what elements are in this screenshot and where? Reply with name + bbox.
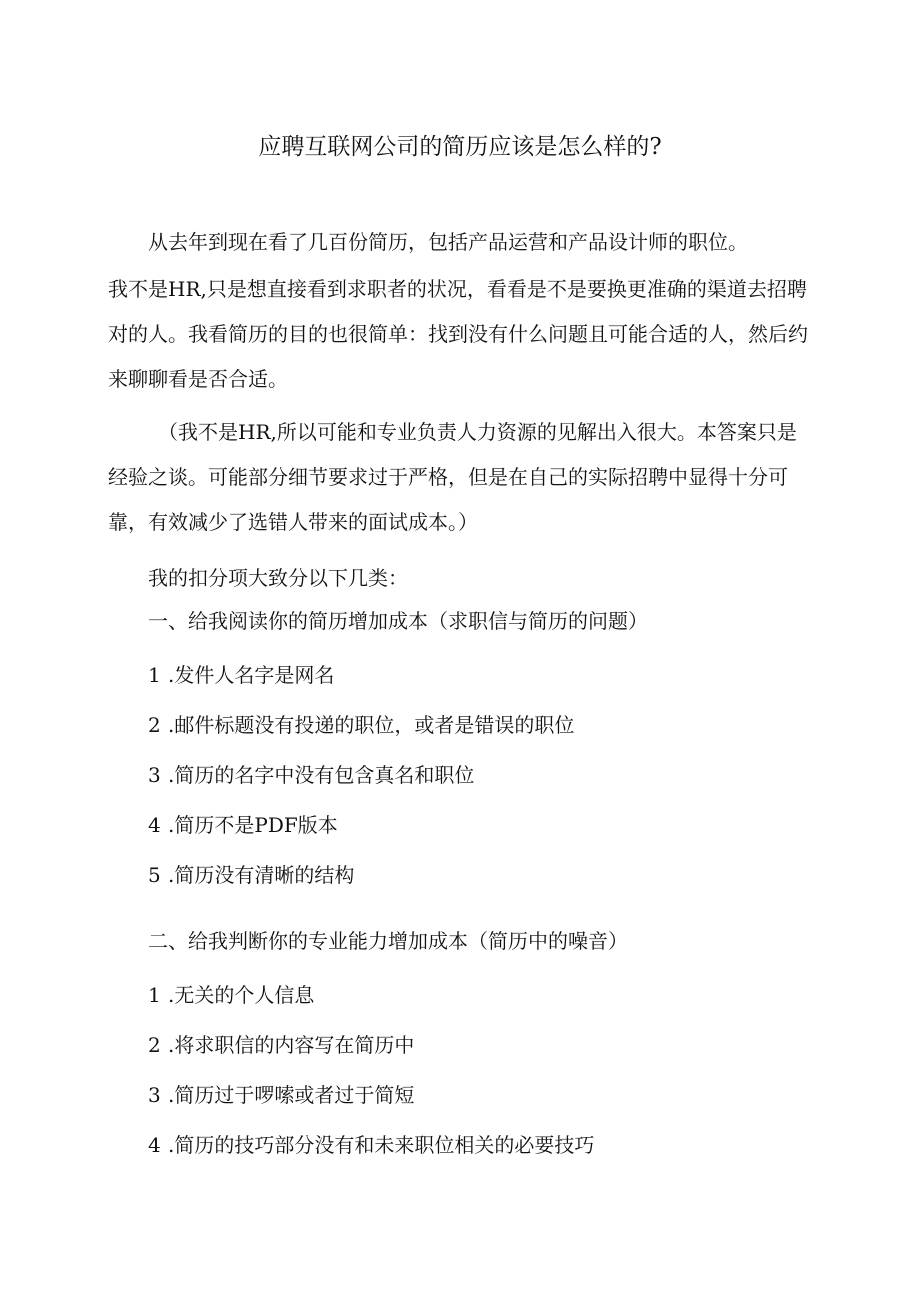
list-item: [148, 760, 474, 790]
deductions-intro: 我的扣分项大致分以下几类：: [148, 566, 408, 590]
list-item: [148, 810, 338, 840]
list-item-number: 5: [148, 863, 161, 887]
document-title: 应聘互联网公司的简历应该是怎么样的?: [258, 134, 662, 160]
list-item-number: 1: [148, 983, 161, 1007]
list-item-number: 2: [148, 713, 161, 737]
section-1-heading: 一、给我阅读你的简历增加成本（求职信与简历的问题）: [148, 609, 648, 633]
list-item-number: 1: [148, 663, 161, 687]
list-item-text: .简历过于啰嗦或者过于简短: [168, 1083, 415, 1107]
section-2-heading: 二、给我判断你的专业能力增加成本（简历中的噪音）: [148, 929, 628, 953]
list-item-number: 3: [148, 763, 161, 787]
list-item-text: .无关的个人信息: [168, 983, 315, 1007]
list-item: [148, 1130, 594, 1160]
list-item: [148, 1030, 414, 1060]
list-item-text: .简历的名字中没有包含真名和职位: [168, 763, 475, 787]
list-item-text: .发件人名字是网名: [168, 663, 335, 687]
disclaimer-paragraph: （我不是HR,所以可能和专业负责人力资源的见解出入很大。本答案只是经验之谈。可能部分细节要求过于严格，但是在自己的实际招聘中显得十分可靠，有效减少了选错人带来的面试成本。）: [108, 420, 797, 534]
list-item: [148, 860, 354, 890]
list-item: [148, 1080, 414, 1110]
list-item-text: .邮件标题没有投递的职位，或者是错误的职位: [168, 713, 575, 737]
list-item-number: 2: [148, 1033, 161, 1057]
list-item-text: .简历不是PDF版本: [168, 813, 338, 837]
list-item: [148, 660, 334, 690]
list-item-text: .将求职信的内容写在简历中: [168, 1033, 415, 1057]
purpose-paragraph: 我不是HR,只是想直接看到求职者的状况，看看是不是要换更准确的渠道去招聘对的人。我看简历的目的也很简单：找到没有什么问题且可能合适的人，然后约来聊聊看是否合适。: [108, 277, 808, 391]
list-item-number: 3: [148, 1083, 161, 1107]
list-item-text: .简历没有清晰的结构: [168, 863, 355, 887]
list-item-number: 4: [148, 813, 161, 837]
list-item: [148, 710, 574, 740]
list-item-text: .简历的技巧部分没有和未来职位相关的必要技巧: [168, 1133, 595, 1157]
list-item-number: 4: [148, 1133, 161, 1157]
list-item: [148, 980, 314, 1010]
intro-paragraph: 从去年到现在看了几百份简历，包括产品运营和产品设计师的职位。: [148, 230, 748, 254]
